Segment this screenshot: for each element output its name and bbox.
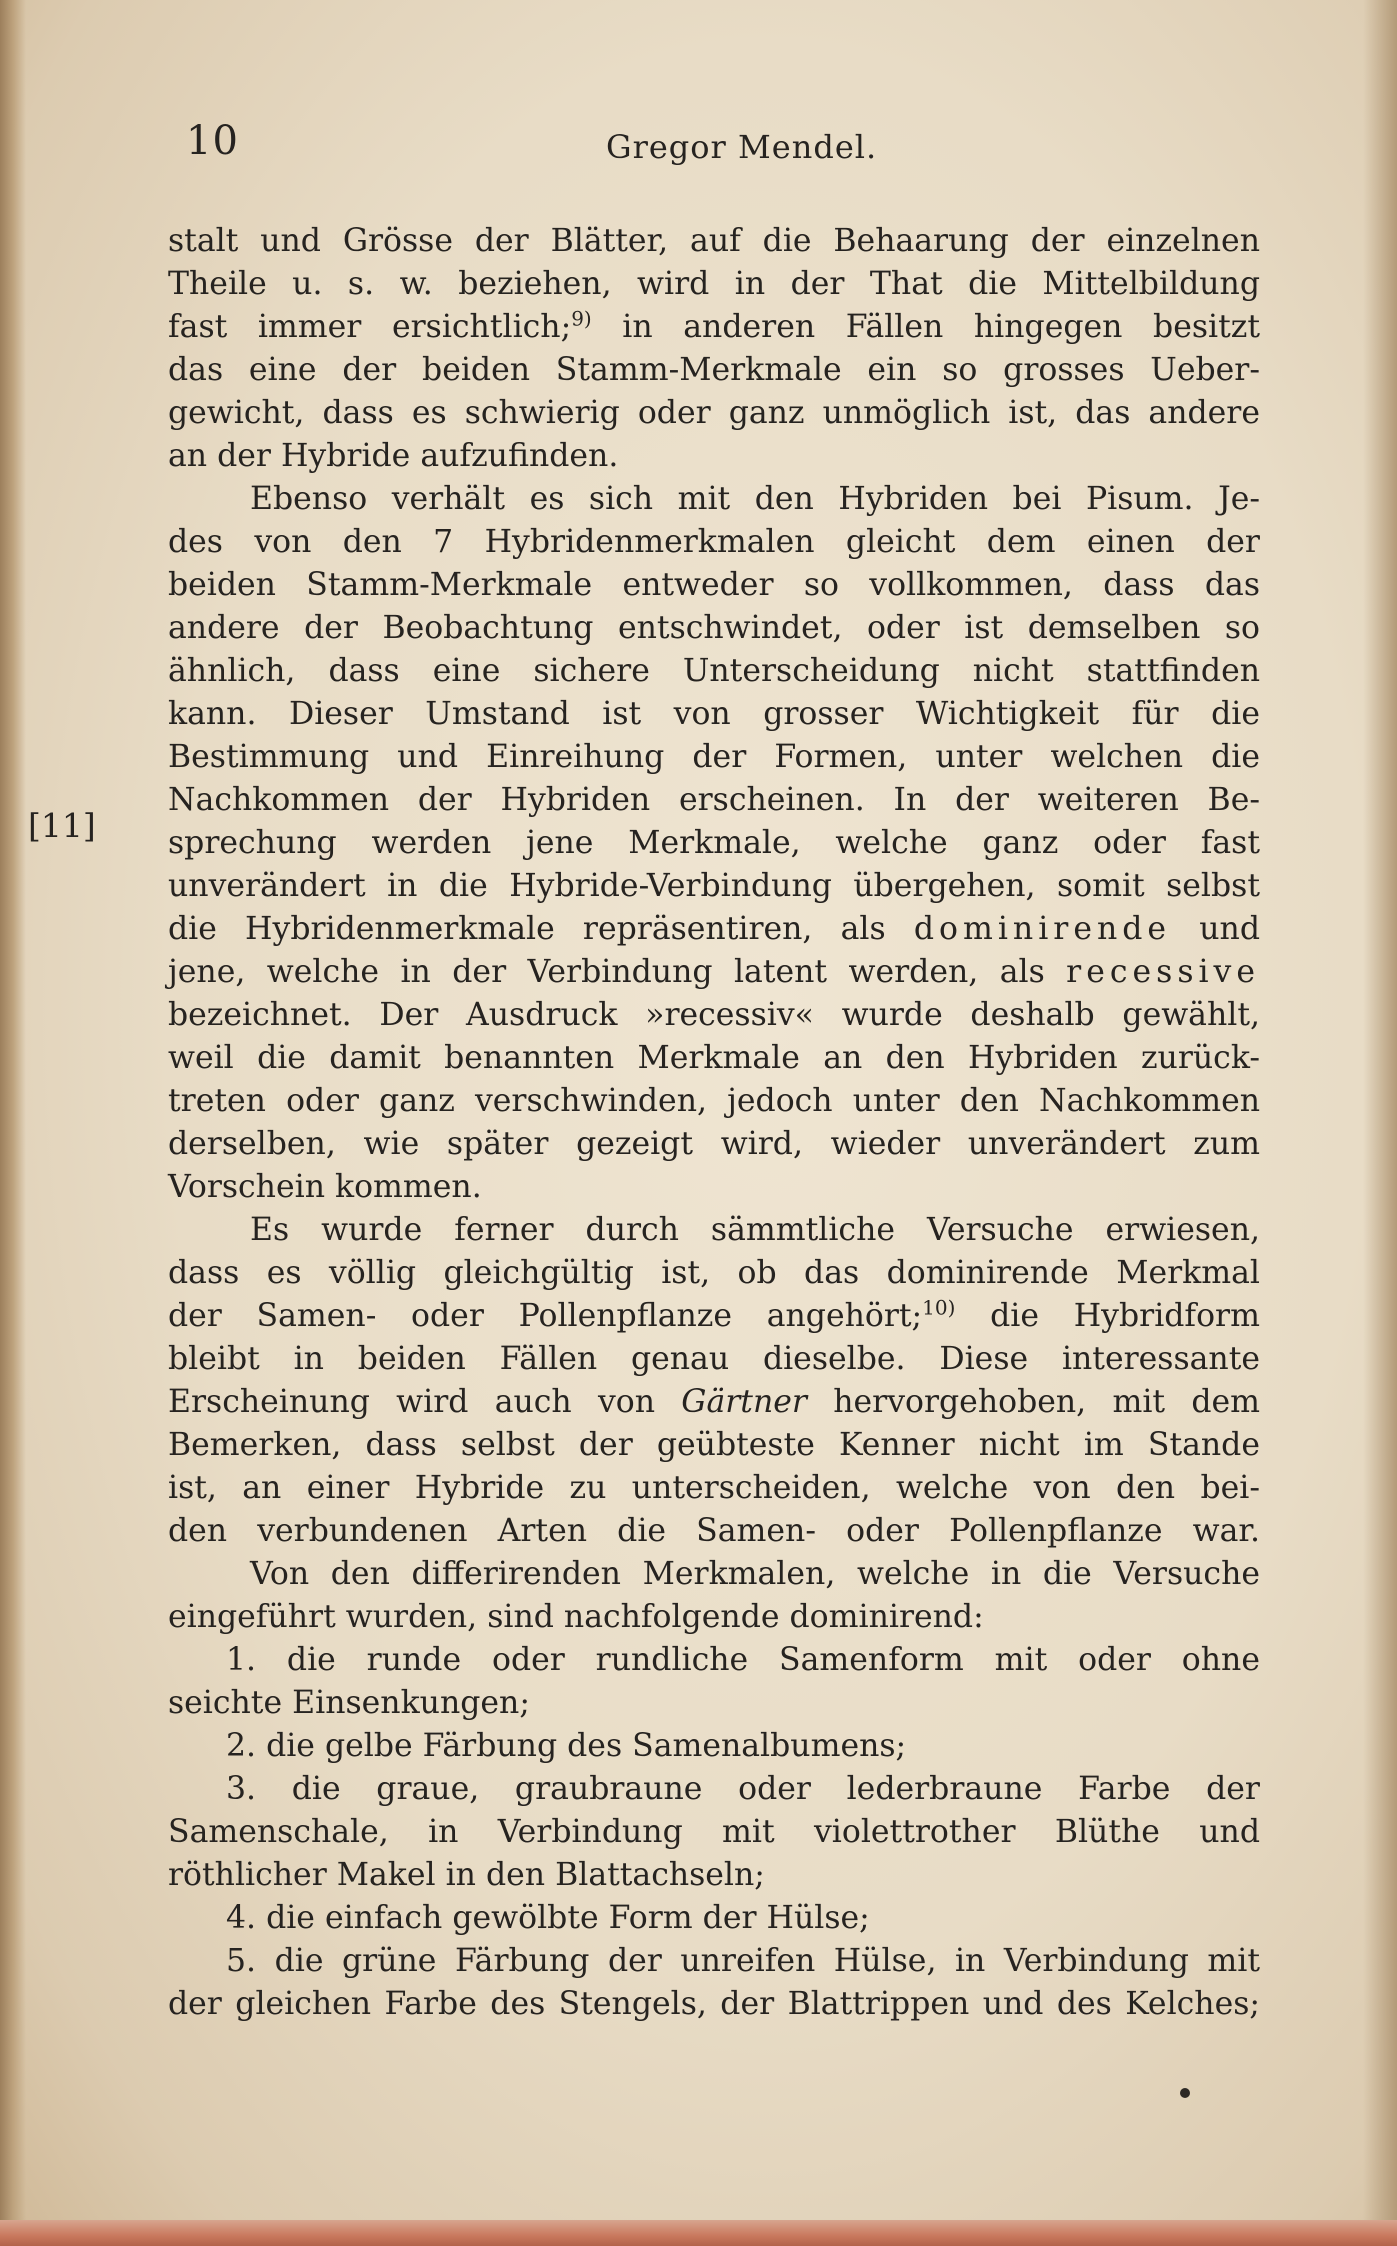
- line-text: jene, welche in der Verbindung latent werden, als: [168, 954, 1067, 990]
- text-line: [168, 1639, 1260, 1682]
- line-text: fast immer ersichtlich;: [168, 309, 572, 345]
- page-bottom-edge-band: [0, 2220, 1397, 2246]
- text-line: [168, 564, 1260, 607]
- line-text: eingeführt wurden, sind nachfolgende dominirend:: [168, 1599, 984, 1635]
- line-text-continued: in anderen Fällen hingegen besitzt: [591, 309, 1260, 345]
- line-text: sprechung werden jene Merkmale, welche ganz oder fast: [168, 825, 1260, 861]
- running-head: Gregor Mendel.: [606, 128, 878, 166]
- line-text: den verbundenen Arten die Samen- oder Pollenpflanze war.: [168, 1513, 1260, 1549]
- text-line: [168, 1940, 1260, 1983]
- text-line: [168, 650, 1260, 693]
- text-line: [168, 435, 1260, 478]
- line-text: Von den differirenden Merkmalen, welche in die Versuche: [250, 1556, 1260, 1592]
- line-text: bezeichnet. Der Ausdruck »recessiv« wurde deshalb gewählt,: [168, 997, 1260, 1033]
- text-line: [168, 1596, 1260, 1639]
- line-text-continued: und: [1171, 911, 1260, 947]
- line-text: seichte Einsenkungen;: [168, 1685, 530, 1721]
- text-line: [168, 1381, 1260, 1424]
- line-text: ist, an einer Hybride zu unterscheiden, welche von den bei-: [168, 1470, 1260, 1506]
- body-text: [168, 220, 1260, 2026]
- line-text-continued: die Hybridform: [955, 1298, 1260, 1334]
- line-text: des von den 7 Hybridenmerkmalen gleicht dem einen der: [168, 524, 1260, 560]
- text-line: [168, 521, 1260, 564]
- line-text: Ebenso verhält es sich mit den Hybriden bei Pisum. Je-: [250, 481, 1260, 517]
- page-left-edge-shadow: [0, 0, 26, 2246]
- footnote-reference: 9): [571, 306, 592, 331]
- line-text: treten oder ganz verschwinden, jedoch unter den Nachkommen: [168, 1083, 1260, 1119]
- line-text: bleibt in beiden Fällen genau dieselbe. Diese interessante: [168, 1341, 1260, 1377]
- line-text: unverändert in die Hybride-Verbindung übergehen, somit selbst: [168, 868, 1260, 904]
- line-text: Samenschale, in Verbindung mit violettrother Blüthe und: [168, 1814, 1260, 1850]
- line-text: 3. die graue, graubraune oder lederbraune Farbe der: [226, 1771, 1260, 1807]
- line-text: der Samen- oder Pollenpflanze angehört;: [168, 1298, 923, 1334]
- text-line: [168, 1510, 1260, 1553]
- text-line: [168, 1338, 1260, 1381]
- footnote-reference: 10): [922, 1295, 956, 1320]
- line-text: Erscheinung wird auch von: [168, 1384, 682, 1420]
- line-text: kann. Dieser Umstand ist von grosser Wichtigkeit für die: [168, 696, 1260, 732]
- text-line: [168, 1209, 1260, 1252]
- text-line: [168, 779, 1260, 822]
- line-text: Es wurde ferner durch sämmtliche Versuche erwiesen,: [250, 1212, 1260, 1248]
- line-text: dass es völlig gleichgültig ist, ob das dominirende Merkmal: [168, 1255, 1260, 1291]
- line-text: das eine der beiden Stamm-Merkmale ein so grosses Ueber-: [168, 352, 1260, 388]
- line-text: beiden Stamm-Merkmale entweder so vollkommen, dass das: [168, 567, 1260, 603]
- line-text: Theile u. s. w. beziehen, wird in der That die Mittelbildung: [168, 266, 1260, 302]
- line-text: 2. die gelbe Färbung des Samenalbumens;: [226, 1728, 907, 1764]
- text-line: [168, 1811, 1260, 1854]
- text-line: [168, 1252, 1260, 1295]
- line-text: an der Hybride aufzufinden.: [168, 438, 619, 474]
- line-text: 4. die einfach gewölbte Form der Hülse;: [226, 1900, 870, 1936]
- line-text: weil die damit benannten Merkmale an den Hybriden zurück-: [168, 1040, 1260, 1076]
- line-text: Vorschein kommen.: [168, 1169, 482, 1205]
- spaced-term: dominirende: [913, 911, 1172, 947]
- line-text-continued: hervorgehoben, mit dem: [806, 1384, 1260, 1420]
- text-line: [168, 478, 1260, 521]
- text-line: [168, 1983, 1260, 2026]
- text-line: [168, 1553, 1260, 1596]
- text-line: [168, 1682, 1260, 1725]
- text-line: [168, 1123, 1260, 1166]
- line-text: röthlicher Makel in den Blattachseln;: [168, 1857, 765, 1893]
- line-text: Bemerken, dass selbst der geübteste Kenner nicht im Stande: [168, 1427, 1260, 1463]
- line-text: gewicht, dass es schwierig oder ganz unmöglich ist, das andere: [168, 395, 1260, 431]
- text-line: [168, 865, 1260, 908]
- page-number: 10: [186, 118, 239, 164]
- line-text: andere der Beobachtung entschwindet, oder ist demselben so: [168, 610, 1260, 646]
- text-line: [168, 1295, 1260, 1338]
- text-line: [168, 951, 1260, 994]
- text-line: [168, 349, 1260, 392]
- text-line: [168, 607, 1260, 650]
- text-line: [168, 306, 1260, 349]
- text-line: [168, 1166, 1260, 1209]
- text-line: [168, 1897, 1260, 1940]
- line-text: derselben, wie später gezeigt wird, wieder unverändert zum: [168, 1126, 1260, 1162]
- text-line: [168, 263, 1260, 306]
- text-line: [168, 822, 1260, 865]
- line-text: ähnlich, dass eine sichere Unterscheidung nicht stattfinden: [168, 653, 1260, 689]
- text-line: [168, 1467, 1260, 1510]
- line-text: der gleichen Farbe des Stengels, der Blattrippen und des Kelches;: [168, 1986, 1260, 2022]
- text-line: [168, 1424, 1260, 1467]
- line-text: 1. die runde oder rundliche Samenform mit oder ohne: [226, 1642, 1260, 1678]
- spaced-term: recessive: [1066, 954, 1260, 990]
- line-text: Nachkommen der Hybriden erscheinen. In der weiteren Be-: [168, 782, 1260, 818]
- line-text: Bestimmung und Einreihung der Formen, unter welchen die: [168, 739, 1260, 775]
- line-text: stalt und Grösse der Blätter, auf die Behaarung der einzelnen: [168, 223, 1260, 259]
- text-line: [168, 908, 1260, 951]
- text-line: [168, 1725, 1260, 1768]
- text-line: [168, 392, 1260, 435]
- italic-name: Gärtner: [681, 1384, 807, 1420]
- text-line: [168, 1854, 1260, 1897]
- line-text: 5. die grüne Färbung der unreifen Hülse, in Verbindung mit: [226, 1943, 1260, 1979]
- text-line: [168, 736, 1260, 779]
- line-text: die Hybridenmerkmale repräsentiren, als: [168, 911, 914, 947]
- page-right-edge-shadow: [1363, 0, 1397, 2246]
- margin-page-marker: [11]: [28, 806, 96, 845]
- text-line: [168, 220, 1260, 263]
- text-line: [168, 693, 1260, 736]
- ink-speck: [1180, 2088, 1190, 2098]
- text-line: [168, 1768, 1260, 1811]
- text-line: [168, 1037, 1260, 1080]
- text-line: [168, 1080, 1260, 1123]
- text-line: [168, 994, 1260, 1037]
